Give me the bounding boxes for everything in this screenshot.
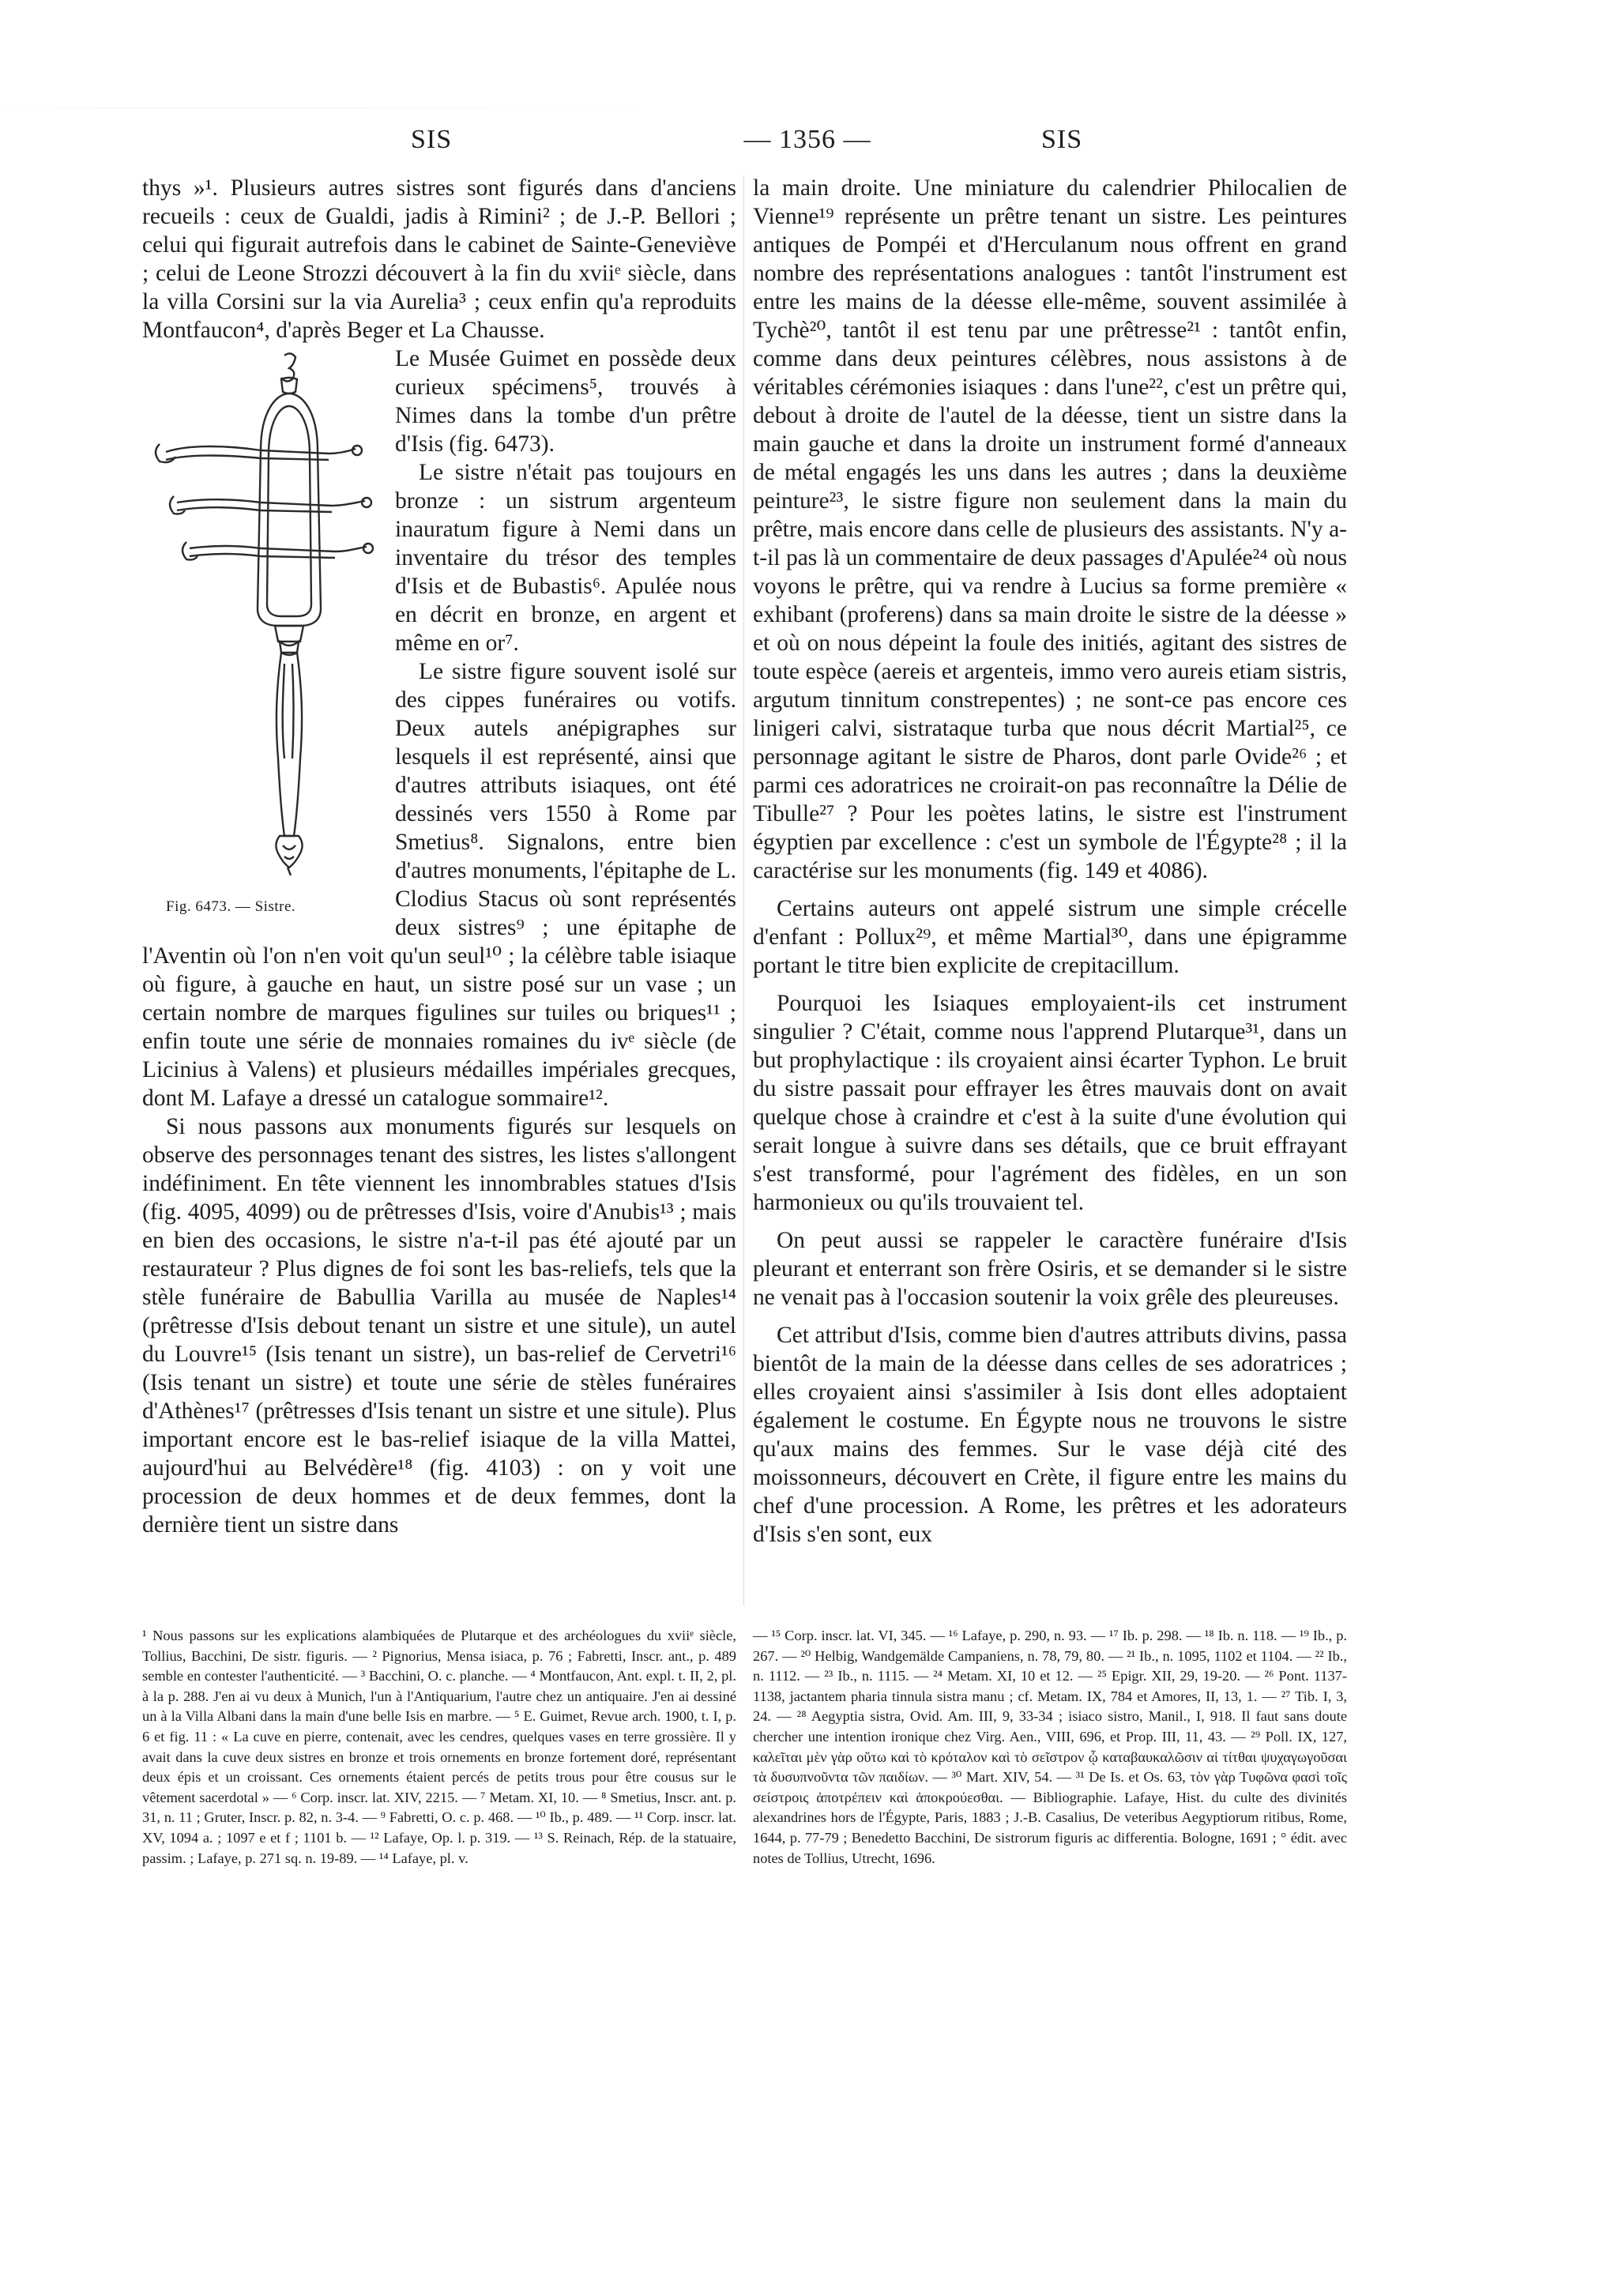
page-number: — 1356 — — [743, 125, 871, 154]
paragraph: Si nous passons aux monuments figurés sur lesquels on observe des personnages tenant des sistres, les listes s'allongent indéfiniment. En tête viennent les innombrables statues d'Isis (fig. 4095, 4099) ou de prêtresses d'Isis, voire d'Anubis¹³ ; mais en bien des occasions, le sistre n'a-t-il pas été ajouté par un restaurateur ? Plus dignes de foi sont les bas-reliefs, tels que la stèle funéraire de Babullia Varilla au musée de Naples¹⁴ (prêtresse d'Isis debout tenant un sistre et une situle), un autel du Louvre¹⁵ (Isis tenant un sistre), un bas-relief de Cervetri¹⁶ (Isis tenant un sistre) et toute une série de stèles funéraires d'Athènes¹⁷ (prêtresses d'Isis tenant un sistre et une situle). Plus important encore est le bas-relief isiaque de la villa Mattei, aujourd'hui au Belvédère¹⁸ (fig. 4103) : on y voit une procession de deux hommes et de deux femmes, dont la dernière tient un sistre dans — [142, 1114, 736, 1538]
paragraph: Le sistre figure souvent isolé sur des cippes funéraires ou votifs. Deux autels anépigraphes sur lesquels il est représenté, ainsi que d'autres attributs isiaques, ont été dessinés vers 1550 à Rome par Smetius⁸. Signalons, entre bien d'autres monuments, l'épitaphe de L. Clodius Stacus où sont représentés deux sistres⁹ ; une épitaphe de l'Aventin où l'on n'en voit qu'un seul¹⁰ ; la célèbre table isiaque où figure, à gauche en haut, un sistre posé sur un vase ; un certain nombre de marques figulines sur tuiles ou briques¹¹ ; enfin toute une série de monnaies romaines du ivᵉ siècle (de Licinius à Valens) et plusieurs médailles impériales grecques, dont M. Lafaye a dressé un catalogue sommaire¹². — [142, 659, 736, 1111]
column-divider — [743, 175, 744, 1605]
running-head-right: SIS — [1041, 125, 1083, 154]
scan-speck — [0, 107, 1618, 108]
paragraph: Cet attribut d'Isis, comme bien d'autres attributs divins, passa bientôt de la main de la déesse dans celles de ses adoratrices ; elles croyaient ainsi s'assimiler à Isis dont elles adoptaient également le costume. En Égypte nous ne trouvons le sistre qu'aux mains des femmes. Sur le vase déjà cité des moissonneurs, découvert en Crète, il figure entre les mains du chef d'une procession. A Rome, les prêtres et les adorateurs d'Isis s'en sont, eux — [753, 1323, 1347, 1547]
running-head-left: SIS — [411, 125, 453, 154]
paragraph: Le Musée Guimet en possède deux curieux spécimens⁵, trouvés à Nimes dans la tombe d'un prêtre d'Isis (fig. 6473). — [395, 346, 736, 457]
footnotes-right: — ¹⁵ Corp. inscr. lat. VI, 345. — ¹⁶ Lafaye, p. 290, n. 93. — ¹⁷ Ib. p. 298. — ¹⁸ Ib. n. 118. — ¹⁹ Ib., p. 267. — ²⁰ Helbig, Wandgemälde Campaniens, n. 78, 79, 80. — ²¹ Ib., n. 1095, 1102 et 1104. — ²² Ib., n. 1112. — ²³ Ib., n. 1115. — ²⁴ Metam. XI, 10 et 12. — ²⁵ Epigr. XII, 29, 19-20. — ²⁶ Pont. 1137-1138, jactantem pharia tinnula sistra manu ; cf. Metam. IX, 784 et Amores, II, 13, 1. — ²⁷ Tib. I, 3, 24. — ²⁸ Aegyptia sistra, Ovid. Am. III, 9, 33-34 ; isiaco sistro, Manil., I, 918. Il faut sans doute chercher une intention ironique chez Virg. Aen., VIII, 696, et Prop. III, 11, 43. — ²⁹ Poll. IX, 127, καλεῖται μὲν γὰρ οὕτω καὶ τὸ κρόταλον καὶ τὸ σεῖστρον ᾧ καταβαυκαλῶσιν αἱ τίτθαι ψυχαγωγοῦσαι τὰ δυσυπνοῦντα τῶν παιδίων. — ³⁰ Mart. XIV, 54. — ³¹ De Is. et Os. 63, τὸν γὰρ Τυφῶνα φασὶ τοῖς σείστροις ἀποτρέπειν καὶ ἀποκρούεσθαι. — Bibliographie. Lafaye, Hist. du culte des divinités alexandrines hors de l'Égypte, Paris, 1883 ; J.-B. Casalius, De veteribus Aegyptiorum ritibus, Rome, 1644, p. 77-79 ; Benedetto Bacchini, De sistrorum figuris ac differentia. Bologne, 1691 ; ° édit. avec notes de Tollius, Utrecht, 1696. — [753, 1628, 1347, 1866]
left-column — [142, 174, 736, 1539]
right-column — [753, 174, 1347, 1549]
paragraph: On peut aussi se rappeler le caractère funéraire d'Isis pleurant et enterrant son frère Osiris, et se demander si le sistre ne venait pas à l'occasion soutenir la voix grêle des pleureuses. — [753, 1228, 1347, 1310]
figure-caption: Fig. 6473. — Sistre. — [166, 898, 296, 915]
paragraph: Certains auteurs ont appelé sistrum une simple crécelle d'enfant : Pollux²⁹, et même Martial³⁰, dans une épigramme portant le titre bien explicite de crepitacillum. — [753, 896, 1347, 978]
figure-sistrum — [142, 348, 381, 921]
sistrum-illustration — [142, 348, 381, 885]
paragraph: thys »¹. Plusieurs autres sistres sont figurés dans d'anciens recueils : ceux de Gualdi, jadis à Rimini² ; de J.-P. Bellori ; celui qui figurait autrefois dans le cabinet de Sainte-Geneviève ; celui de Leone Strozzi découvert à la fin du xviiᵉ siècle, dans la villa Corsini sur la via Aurelia³ ; ceux enfin qu'a reproduits Montfaucon⁴, d'après Beger et La Chausse. — [142, 175, 736, 343]
footnotes-left: ¹ Nous passons sur les explications alambiquées de Plutarque et des archéologues du xviiᵉ siècle, Tollius, Bacchini, De sistr. figuris. — ² Pignorius, Mensa isiaca, p. 76 ; Fabretti, Inscr. ant., p. 489 semble en contester l'authenticité. — ³ Bacchini, O. c. planche. — ⁴ Montfaucon, Ant. expl. t. II, 2, pl. à la p. 288. J'en ai vu deux à Munich, l'un à l'Antiquarium, l'autre chez un antiquaire. J'en ai dessiné un à la Villa Albani dans la main d'une belle Isis en marbre. — ⁵ E. Guimet, Revue arch. 1900, t. I, p. 6 et fig. 11 : « La cuve en pierre, contenait, avec les cendres, quelques vases en terre grossière. Il y avait dans la cuve deux sistres en bronze et trois ornements en bronze fortement doré, représentant deux épis et un croissant. Ces ornements étaient percés de petits trous pour être cousus sur le vêtement sacerdotal » — ⁶ Corp. inscr. lat. XIV, 2215. — ⁷ Metam. XI, 10. — ⁸ Smetius, Inscr. ant. p. 31, n. 11 ; Gruter, Inscr. p. 82, n. 3-4. — ⁹ Fabretti, O. c. p. 468. — ¹⁰ Ib., p. 489. — ¹¹ Corp. inscr. lat. XV, 1094 a. ; 1097 e et f ; 1101 b. — ¹² Lafaye, Op. l. p. 319. — ¹³ S. Reinach, Rép. de la statuaire, passim. ; Lafaye, p. 271 sq. n. 19-89. — ¹⁴ Lafaye, pl. v. — [142, 1628, 736, 1866]
paragraph: Pourquoi les Isiaques employaient-ils cet instrument singulier ? C'était, comme nous l'apprend Plutarque³¹, dans un but prophylactique : ils croyaient ainsi écarter Typhon. Le bruit du sistre passait pour effrayer les êtres mauvais dont on avait quelque chose à craindre et c'est à la suite d'une évolution qui serait longue à suivre dans ses détails, que ce bruit effrayant s'est transformé, pour l'agrément des fidèles, en un son harmonieux ou qu'ils trouvaient tel. — [753, 991, 1347, 1215]
paragraph: Le sistre n'était pas toujours en bronze : un sistrum argenteum inauratum figure à Nemi dans un inventaire du trésor des temples d'Isis et de Bubastis⁶. Apulée nous en décrit en bronze, en argent et même en or⁷. — [395, 460, 736, 656]
paragraph: la main droite. Une miniature du calendrier Philocalien de Vienne¹⁹ représente un prêtre tenant un sistre. Les peintures antiques de Pompéi et d'Herculanum nous offrent en grand nombre des représentations analogues : tantôt l'instrument est entre les mains de la déesse elle-même, souvent assimilée à Tychè²⁰, tantôt il est tenu par une prêtresse²¹ : tantôt enfin, comme dans deux peintures célèbres, nous assistons à de véritables cérémonies isiaques : dans l'une²², c'est un prêtre qui, debout à droite de l'autel de la déesse, tient un sistre dans la main gauche et dans la droite un instrument formé d'anneaux de métal engagés les uns dans les autres ; dans la deuxième peinture²³, le sistre figure non seulement dans la main du prêtre, mais encore dans celle de plusieurs des assistants. N'y a-t-il pas là un commentaire de deux passages d'Apulée²⁴ où nous voyons le prêtre, qui va rendre à Lucius sa forme première « exhibant (proferens) dans sa main droite le sistre de la déesse » et où on nous dépeint la foule des initiés, agitant des sistres de toute espèce (aereis et argenteis, immo vero aureis etiam sistris, argutum tinnitum constrepentes) ; ne sont-ce pas encore ces linigeri calvi, sistrataque turba que nous décrit Martial²⁵, ce personnage agitant le sistre de Pharos, dont parle Ovide²⁶ ; et parmi ces adoratrices ne croirait-on pas reconnaître la Délie de Tibulle²⁷ ? Pour les poètes latins, le sistre est l'instrument égyptien par excellence : c'est un symbole de l'Égypte²⁸ ; il la caractérise sur les monuments (fig. 149 et 4086). — [753, 175, 1347, 883]
